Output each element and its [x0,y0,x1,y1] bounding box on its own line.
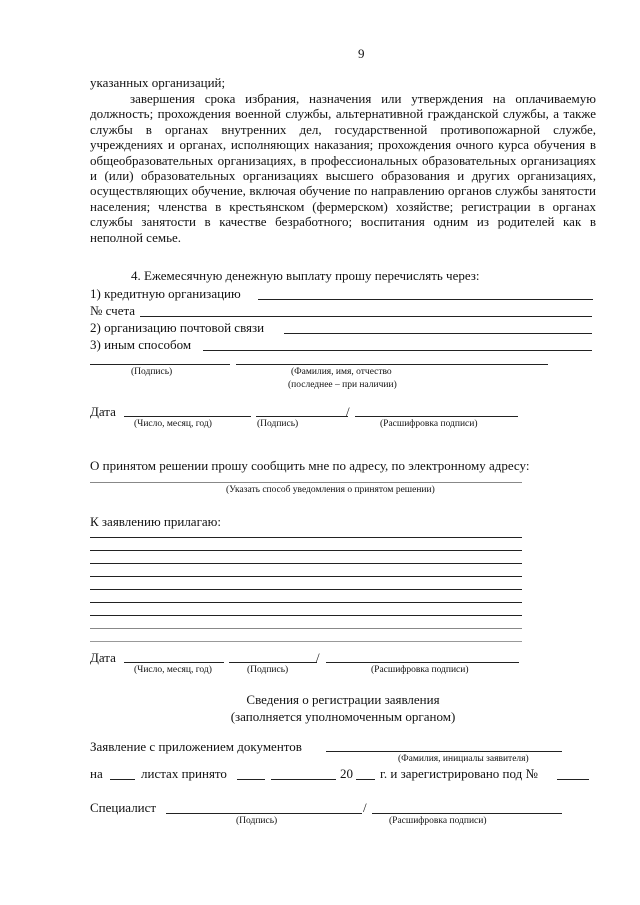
date-label-2: Дата [90,650,116,665]
full-name-hint: (Фамилия, имя, отчество [291,367,392,377]
attachment-line-2[interactable] [90,550,522,551]
attachment-line-6[interactable] [90,602,522,603]
registration-title: Сведения о регистрации заявления [246,692,440,707]
accept-day-field[interactable] [237,779,265,780]
registration-subtitle: (заполняется уполномоченным органом) [230,709,456,724]
sheets-count-field[interactable] [110,779,135,780]
date-label-1: Дата [90,404,116,419]
date-signature-hint-2: (Подпись) [247,665,289,675]
specialist-signature-hint: (Подпись) [236,816,278,826]
accept-month-field[interactable] [271,779,336,780]
date-field-1[interactable] [124,416,251,417]
accept-year-field[interactable] [356,779,375,780]
applicant-field[interactable] [326,751,562,752]
date-decode-hint-1: (Расшифровка подписи) [380,419,478,429]
year-prefix: 20 [340,766,353,781]
post-office-field[interactable] [284,333,592,334]
continuation-text: указанных организаций; [90,75,226,90]
specialist-decode-field[interactable] [372,813,562,814]
attachment-line-7[interactable] [90,615,522,616]
date-decode-field-1[interactable] [355,416,518,417]
date-slash-2: / [316,650,320,665]
registered-label: г. и зарегистрировано под № [380,766,538,781]
notification-hint: (Указать способ уведомления о принятом решении) [226,485,435,495]
specialist-signature-field[interactable] [166,813,362,814]
date-field-2[interactable] [124,662,224,663]
account-field[interactable] [140,316,592,317]
specialist-decode-hint: (Расшифровка подписи) [389,816,487,826]
date-signature-field-1[interactable] [256,416,348,417]
other-method-label: 3) иным способом [90,337,192,352]
attachment-line-4[interactable] [90,576,522,577]
registration-on: на [90,766,103,781]
credit-org-label: 1) кредитную организацию [90,286,241,301]
attachment-line-9[interactable] [90,641,522,642]
page-number: 9 [358,46,365,61]
account-label: № счета [90,303,136,318]
attachment-line-5[interactable] [90,589,522,590]
registration-number-field[interactable] [557,779,589,780]
main-paragraph-text: завершения срока избрания, назначения или утверждения на оплачиваемую должность; прохождения военной службы, альтернативной гражданской службы, а также службы в органах внутренних дел, государственной противопожарной службе, учреждениях и органах, исполняющих наказания; прохождения очного курса обучения в общеобразовательных организациях, в профессиональных образовательных организациях и (или) образовательных организациях высшего образования и других организациях, осуществляющих обучение, включая обучение по направлению органов службы занятости населения; членства в крестьянском (фермерском) хозяйстве; регистрации в органах службы занятости в качестве безработного; воспитания одним из родителей как в неполной семье. [90,91,596,245]
signature-field-1[interactable] [90,364,230,365]
applicant-hint: (Фамилия, инициалы заявителя) [398,754,529,764]
attachments-label: К заявлению прилагаю: [90,514,222,529]
notification-field[interactable] [90,482,522,483]
date-decode-field-2[interactable] [326,662,519,663]
attachment-line-1[interactable] [90,537,522,538]
date-signature-hint-1: (Подпись) [257,419,299,429]
post-office-label: 2) организацию почтовой связи [90,320,265,335]
date-hint-2: (Число, месяц, год) [134,665,212,675]
main-paragraph [90,91,596,245]
registration-statement: Заявление с приложением документов [90,739,302,754]
notification-text: О принятом решении прошу сообщить мне по адресу, по электронному адресу: [90,458,530,473]
date-slash-1: / [346,404,350,419]
payment-heading: 4. Ежемесячную денежную выплату прошу перечислять через: [131,268,480,283]
date-decode-hint-2: (Расшифровка подписи) [371,665,469,675]
sheets-accepted-label: листах принято [141,766,227,781]
signature-hint-1: (Подпись) [131,367,173,377]
other-method-field[interactable] [203,350,592,351]
full-name-hint-2: (последнее – при наличии) [288,380,397,390]
credit-org-field[interactable] [258,299,593,300]
attachment-line-8[interactable] [90,628,522,629]
specialist-label: Специалист [90,800,157,815]
date-signature-field-2[interactable] [229,662,317,663]
specialist-slash: / [363,800,367,815]
full-name-field[interactable] [236,364,548,365]
date-hint-1: (Число, месяц, год) [134,419,212,429]
attachment-line-3[interactable] [90,563,522,564]
